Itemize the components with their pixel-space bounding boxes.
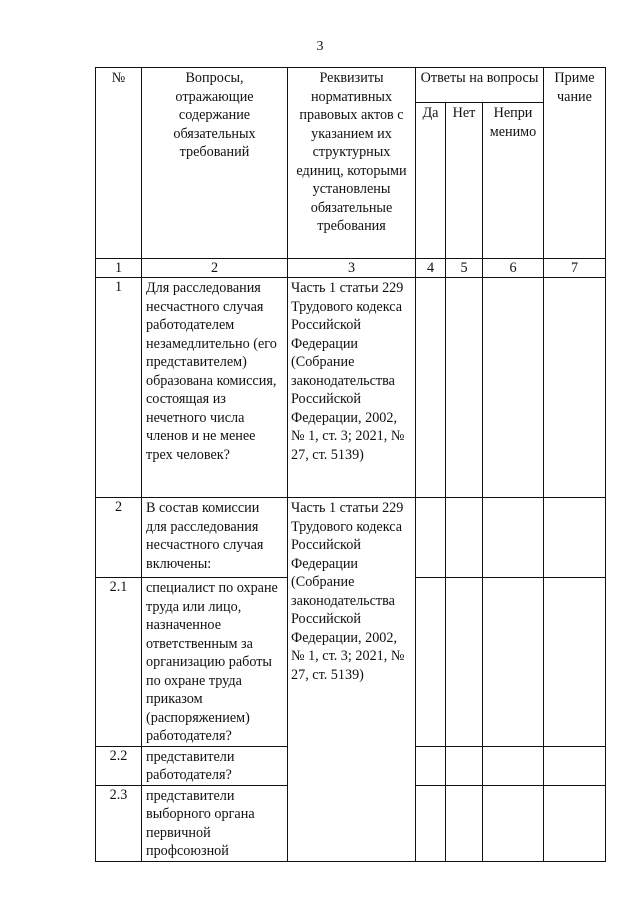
answer-na-cell[interactable] <box>483 785 544 861</box>
header-yes: Да <box>416 103 446 259</box>
header-note: Приме чание <box>544 68 606 259</box>
column-number: 7 <box>544 259 606 278</box>
row-number: 2.1 <box>96 578 142 747</box>
row-question: представители работодателя? <box>142 746 288 785</box>
header-row <box>96 68 606 103</box>
row-question: специалист по охране труда или лицо, назначенное ответственным за организацию работы по охране труда приказом (распоряжением) работодателя? <box>142 578 288 747</box>
row-reference: Часть 1 статьи 229 Трудового кодекса Российской Федерации (Собрание законодательства Российской Федерации, 2002, № 1, ст. 3; 2021, № 27, ст. 5139) <box>288 278 416 498</box>
table-row <box>96 278 606 498</box>
answer-no-cell[interactable] <box>446 578 483 747</box>
answer-na-cell[interactable] <box>483 578 544 747</box>
header-answers: Ответы на вопросы <box>416 68 544 103</box>
column-number: 6 <box>483 259 544 278</box>
row-question: представители выборного органа первичной профсоюзной <box>142 785 288 861</box>
column-number: 1 <box>96 259 142 278</box>
column-number: 2 <box>142 259 288 278</box>
note-cell[interactable] <box>544 578 606 747</box>
column-number: 4 <box>416 259 446 278</box>
answer-no-cell[interactable] <box>446 498 483 578</box>
row-number: 2.2 <box>96 746 142 785</box>
row-number: 2.3 <box>96 785 142 861</box>
answer-no-cell[interactable] <box>446 785 483 861</box>
answer-yes-cell[interactable] <box>416 278 446 498</box>
row-number: 2 <box>96 498 142 578</box>
answer-yes-cell[interactable] <box>416 746 446 785</box>
row-number: 1 <box>96 278 142 498</box>
answer-na-cell[interactable] <box>483 746 544 785</box>
answer-yes-cell[interactable] <box>416 498 446 578</box>
answer-yes-cell[interactable] <box>416 785 446 861</box>
column-number: 5 <box>446 259 483 278</box>
page-number: 3 <box>316 39 324 54</box>
header-questions: Вопросы, отражающие содержание обязательных требований <box>142 68 288 259</box>
answer-no-cell[interactable] <box>446 746 483 785</box>
row-reference: Часть 1 статьи 229 Трудового кодекса Российской Федерации (Собрание законодательства Российской Федерации, 2002, № 1, ст. 3; 2021, № 27, ст. 5139) <box>288 498 416 862</box>
header-no: Нет <box>446 103 483 259</box>
note-cell[interactable] <box>544 746 606 785</box>
header-not-applicable: Непри менимо <box>483 103 544 259</box>
answer-yes-cell[interactable] <box>416 578 446 747</box>
requirements-table <box>95 67 606 862</box>
note-cell[interactable] <box>544 785 606 861</box>
header-requisites: Реквизиты нормативных правовых актов с указанием их структурных единиц, которыми установлены обязательные требования <box>288 68 416 259</box>
answer-na-cell[interactable] <box>483 498 544 578</box>
table-row <box>96 498 606 578</box>
answer-na-cell[interactable] <box>483 278 544 498</box>
answer-no-cell[interactable] <box>446 278 483 498</box>
column-number: 3 <box>288 259 416 278</box>
header-num: № <box>96 68 142 259</box>
note-cell[interactable] <box>544 278 606 498</box>
row-question: В состав комиссии для расследования несчастного случая включены: <box>142 498 288 578</box>
note-cell[interactable] <box>544 498 606 578</box>
column-numbers-row <box>96 259 606 278</box>
row-question: Для расследования несчастного случая работодателем незамедлительно (его представителем) образована комиссия, состоящая из нечетного числа членов и не менее трех человек? <box>142 278 288 498</box>
